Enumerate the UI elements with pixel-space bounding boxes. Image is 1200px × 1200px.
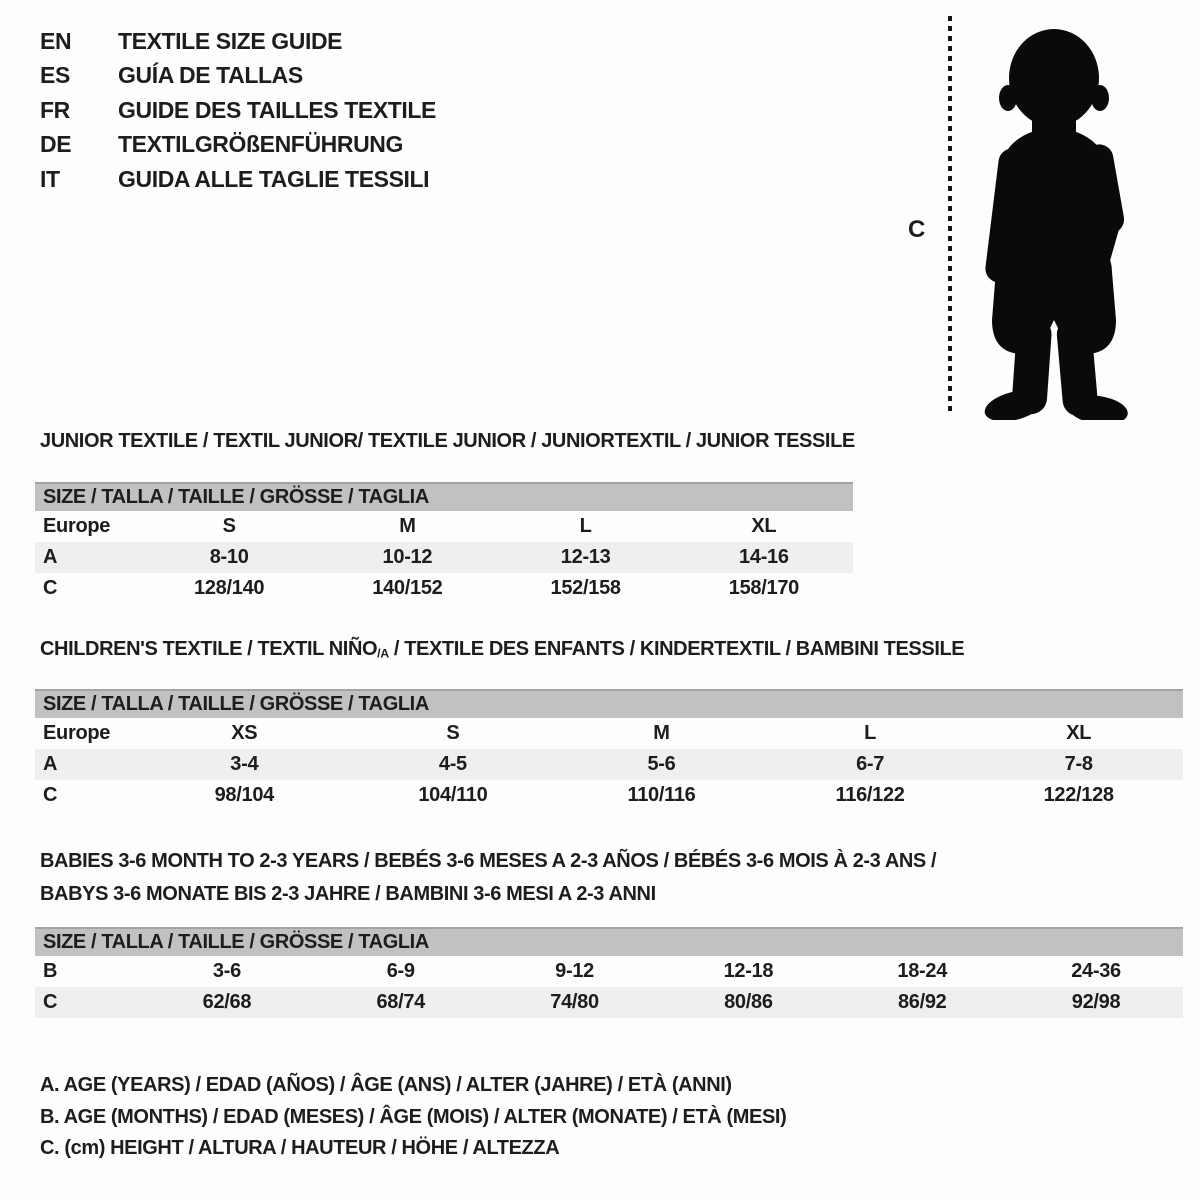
children-section-title xyxy=(40,638,964,661)
language-label: GUIDE DES TAILLES TEXTILE xyxy=(118,96,436,123)
table-cell: M xyxy=(653,722,670,744)
table-cell: 68/74 xyxy=(376,991,426,1013)
language-row xyxy=(40,24,436,59)
table-cell: 4-5 xyxy=(438,753,467,775)
table-cell: 8-10 xyxy=(209,546,249,568)
language-row xyxy=(40,162,436,197)
language-code: EN xyxy=(40,27,72,54)
table-row xyxy=(35,542,853,573)
table-row xyxy=(35,511,853,542)
children-table xyxy=(35,689,1183,811)
language-code: DE xyxy=(40,131,72,158)
table-row xyxy=(35,956,1183,987)
junior-section-title: JUNIOR TEXTILE / TEXTIL JUNIOR/ TEXTILE JUNIOR / JUNIORTEXTIL / JUNIOR TESSILE xyxy=(40,430,855,452)
language-label: TEXTILE SIZE GUIDE xyxy=(118,27,343,54)
babies-section-title xyxy=(40,845,936,911)
table-cell: 74/80 xyxy=(550,991,599,1013)
table-cell: 3-4 xyxy=(230,753,259,775)
table-cell: 24-36 xyxy=(1071,960,1121,982)
babies-title-line2: BABYS 3-6 MONATE BIS 2-3 JAHRE / BAMBINI 3-6 MESI A 2-3 ANNI xyxy=(40,883,656,905)
table-cell: 116/122 xyxy=(835,784,905,806)
language-code: ES xyxy=(40,62,70,89)
row-label: Europe xyxy=(43,515,111,537)
table-cell: 122/128 xyxy=(1043,784,1114,806)
table-row xyxy=(35,749,1183,780)
table-cell: 12-13 xyxy=(560,546,611,568)
table-cell: 7-8 xyxy=(1064,753,1093,775)
toddler-silhouette-icon xyxy=(966,20,1142,420)
table-row xyxy=(35,987,1183,1018)
language-label: TEXTILGRÖßENFÜHRUNG xyxy=(118,131,403,158)
size-header-band: SIZE / TALLA / TAILLE / GRÖSSE / TAGLIA xyxy=(35,482,853,511)
table-cell: XL xyxy=(751,515,777,537)
children-title-suffix: / TEXTILE DES ENFANTS / KINDERTEXTIL / BAMBINI TESSILE xyxy=(388,638,965,660)
table-cell: 110/116 xyxy=(627,784,696,806)
table-cell: L xyxy=(579,515,592,537)
language-code: FR xyxy=(40,96,70,123)
language-row xyxy=(40,93,436,128)
table-cell: M xyxy=(399,515,416,537)
row-label: C xyxy=(43,577,58,599)
table-cell: 62/68 xyxy=(202,991,252,1013)
table-cell: 6-9 xyxy=(386,960,415,982)
table-cell: XL xyxy=(1066,722,1092,744)
babies-title-line1: BABIES 3-6 MONTH TO 2-3 YEARS / BEBÉS 3-6 MESES A 2-3 AÑOS / BÉBÉS 3-6 MOIS À 2-3 ANS / xyxy=(40,850,937,872)
table-cell: 152/158 xyxy=(550,577,621,599)
table-cell: 92/98 xyxy=(1071,991,1121,1013)
table-cell: L xyxy=(864,722,877,744)
table-cell: 104/110 xyxy=(418,784,488,806)
language-row xyxy=(40,59,436,94)
table-cell: 9-12 xyxy=(555,960,594,982)
row-label: B xyxy=(43,960,58,982)
babies-table xyxy=(35,927,1183,1018)
table-row xyxy=(35,718,1183,749)
table-cell: 5-6 xyxy=(647,753,676,775)
table-cell: 140/152 xyxy=(372,577,443,599)
table-cell: XS xyxy=(231,722,258,744)
language-row xyxy=(40,128,436,163)
junior-table xyxy=(35,482,853,604)
table-cell: 86/92 xyxy=(897,991,947,1013)
table-cell: 14-16 xyxy=(739,546,789,568)
legend-line-age-months: B. AGE (MONTHS) / EDAD (MESES) / ÂGE (MOIS) / ALTER (MONATE) / ETÀ (MESI) xyxy=(40,1105,787,1128)
table-cell: 128/140 xyxy=(194,577,265,599)
legend-line-height: C. (cm) HEIGHT / ALTURA / HAUTEUR / HÖHE / ALTEZZA xyxy=(40,1137,560,1160)
language-code: IT xyxy=(40,165,60,192)
language-list xyxy=(40,24,436,197)
table-row xyxy=(35,780,1183,811)
table-cell: 3-6 xyxy=(212,960,241,982)
row-label: A xyxy=(43,546,58,568)
table-cell: S xyxy=(222,515,236,537)
table-cell: 6-7 xyxy=(856,753,885,775)
size-header-band: SIZE / TALLA / TAILLE / GRÖSSE / TAGLIA xyxy=(35,689,1183,718)
table-cell: 18-24 xyxy=(897,960,948,982)
row-label: C xyxy=(43,784,58,806)
children-title-prefix: CHILDREN'S TEXTILE / TEXTIL NIÑO xyxy=(40,638,378,660)
language-label: GUÍA DE TALLAS xyxy=(118,62,303,89)
height-label: C xyxy=(908,216,925,243)
table-cell: 158/170 xyxy=(728,577,799,599)
language-label: GUIDA ALLE TAGLIE TESSILI xyxy=(118,165,430,192)
table-cell: 98/104 xyxy=(214,784,274,806)
legend-line-age-years: A. AGE (YEARS) / EDAD (AÑOS) / ÂGE (ANS) / ALTER (JAHRE) / ETÀ (ANNI) xyxy=(40,1074,732,1097)
row-label: A xyxy=(43,753,58,775)
table-row xyxy=(35,573,853,604)
height-dashed-line xyxy=(948,16,952,416)
children-title-subscript: /A xyxy=(377,646,389,661)
row-label: Europe xyxy=(43,722,111,744)
row-label: C xyxy=(43,991,58,1013)
legend xyxy=(40,1070,786,1165)
table-cell: 10-12 xyxy=(382,546,433,568)
table-cell: 80/86 xyxy=(724,991,773,1013)
table-cell: 12-18 xyxy=(723,960,774,982)
size-header-band: SIZE / TALLA / TAILLE / GRÖSSE / TAGLIA xyxy=(35,927,1183,956)
table-cell: S xyxy=(446,722,460,744)
